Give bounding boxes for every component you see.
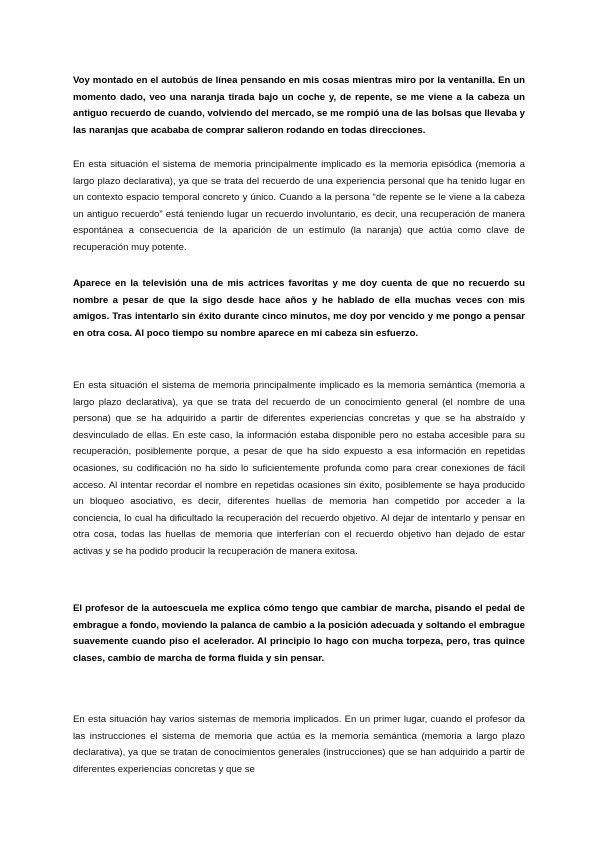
scenario-1-paragraph: Voy montado en el autobús de línea pensando en mis cosas mientras miro por la ventanilla. En un momento dado, veo una naranja tirada bajo un coche y, de repente, se me viene a la cabeza un antiguo recuerdo de cuando, volviendo del mercado, se me rompió una de las bolsas que llevaba y las naranjas que acababa de comprar salieron rodando en todas direcciones.	[73, 75, 525, 136]
analysis-1-paragraph: En esta situación el sistema de memoria principalmente implicado es la memoria episódica (memoria a largo plazo declarativa), ya que se trata del recuerdo de una experiencia personal que ha tenido lugar en un contexto espacio temporal concreto y único. Cuando a la persona “de repente se le viene a la cabeza un antiguo recuerdo” está teniendo lugar un recuerdo involuntario, es decir, una recuperación de manera espontánea a consecuencia de la aparición de un estímulo (la naranja) que actúa como clave de recuperación muy potente.	[73, 159, 525, 253]
scenario-3-paragraph: El profesor de la autoescuela me explica cómo tengo que cambiar de marcha, pisando el pedal de embrague a fondo, moviendo la palanca de cambio a la posición adecuada y soltando el embrague suavemente cuando piso el acelerador. Al principio lo hago con mucha torpeza, pero, tras quince clases, cambio de marcha de forma fluida y sin pensar.	[73, 603, 525, 664]
analysis-2-paragraph: En esta situación el sistema de memoria principalmente implicado es la memoria semántica (memoria a largo plazo declarativa), ya que se trata del recuerdo de un conocimiento general (el nombre de una persona) que se ha adquirido a partir de diferentes experiencias concretas y que se ha abstraído y desvinculado de ellas. En este caso, la información estaba disponible pero no estaba accesible para su recuperación, posiblemente porque, a pesar de que ha sido expuesto a esa información en repetidas ocasiones, su codificación no ha sido lo suficientemente profunda como para crear conexiones de fácil acceso. Al intentar recordar el nombre en repetidas ocasiones sin éxito, posiblemente se haya producido un bloqueo asociativo, es decir, diferentes huellas de memoria han competido por acceder a la conciencia, lo cual ha dificultado la recuperación del recuerdo objetivo. Al dejar de intentarlo y pensar en otra cosa, todas las huellas de memoria que interferían con el recuerdo objetivo han dejado de estar activas y se ha podido producir la recuperación de manera exitosa.	[73, 380, 525, 557]
analysis-3-paragraph: En esta situación hay varios sistemas de memoria implicados. En un primer lugar, cuando el profesor da las instrucciones el sistema de memoria que actúa es la memoria semántica (memoria a largo plazo declarativa), ya que se tratan de conocimientos generales (instrucciones) que se han adquirido a partir de diferentes experiencias concretas y que se	[73, 714, 525, 775]
scenario-2-paragraph: Aparece en la televisión una de mis actrices favoritas y me doy cuenta de que no recuerdo su nombre a pesar de que la sigo desde hace años y he hablado de ella muchas veces con mis amigos. Tras intentarlo sin éxito durante cinco minutos, me doy por vencido y me pongo a pensar en otra cosa. Al poco tiempo su nombre aparece en mi cabeza sin esfuerzo.	[73, 278, 525, 339]
